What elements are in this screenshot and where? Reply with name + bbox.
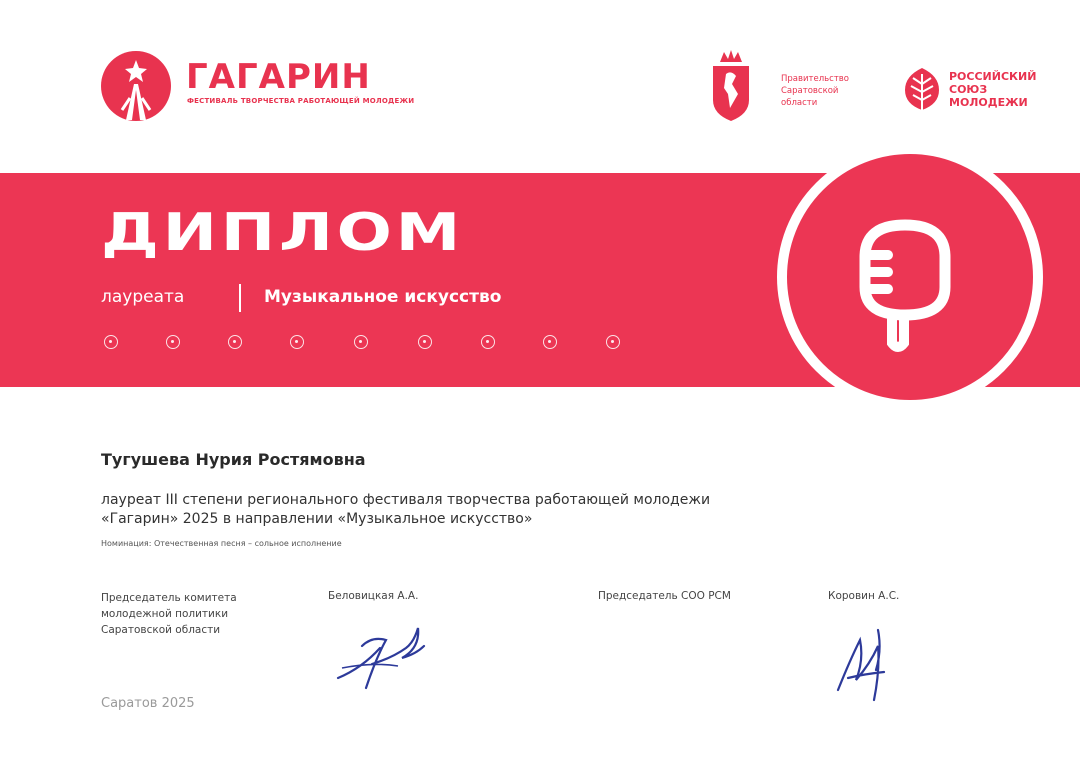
recipient-name: Тугушева Нурия Ростямовна [101,450,366,469]
signatory-1-name: Беловицкая А.А. [328,590,419,602]
theatre-icon [104,335,118,349]
sparkle-icon [481,335,495,349]
settings-icon [606,335,620,349]
award-text: лауреат III степени регионального фестиваля творчества работающей молодежи «Гагарин» 2025 в направлении «Музыкальное искусство» [101,492,711,527]
nomination-text: Номинация: Отечественная песня – сольное исполнение [101,539,342,548]
signatory-1-role: Председатель комитета молодежной политики Саратовской области [101,592,237,636]
category-label: Музыкальное искусство [264,287,502,307]
tag-icon [228,335,242,349]
signatory-2-role: Председатель СОО РСМ [598,590,731,602]
flower-icon [543,335,557,349]
diploma-title: ДИПЛОМ [101,203,465,263]
leaf-icon [903,66,941,112]
download-icon [290,335,304,349]
place-year: Саратов 2025 [101,696,195,711]
saratov-emblem-icon [710,50,752,122]
signature-1-icon [332,618,428,692]
laureate-label: лауреата [101,287,185,307]
government-label: Правительство Саратовской области [781,74,849,108]
festival-title: ГАГАРИН [186,57,371,97]
microphone-icon [770,137,1050,417]
signatory-2-name: Коровин А.С. [828,590,900,602]
play-icon [166,335,180,349]
microphone-icon [418,335,432,349]
film-icon [354,335,368,349]
signature-2-icon [830,620,900,706]
band-divider [239,284,241,312]
union-label: РОССИЙСКИЙ СОЮЗ МОЛОДЕЖИ [949,70,1037,109]
festival-subtitle: ФЕСТИВАЛЬ ТВОРЧЕСТВА РАБОТАЮЩЕЙ МОЛОДЕЖИ [187,97,415,105]
gagarin-logo-icon [100,50,172,122]
